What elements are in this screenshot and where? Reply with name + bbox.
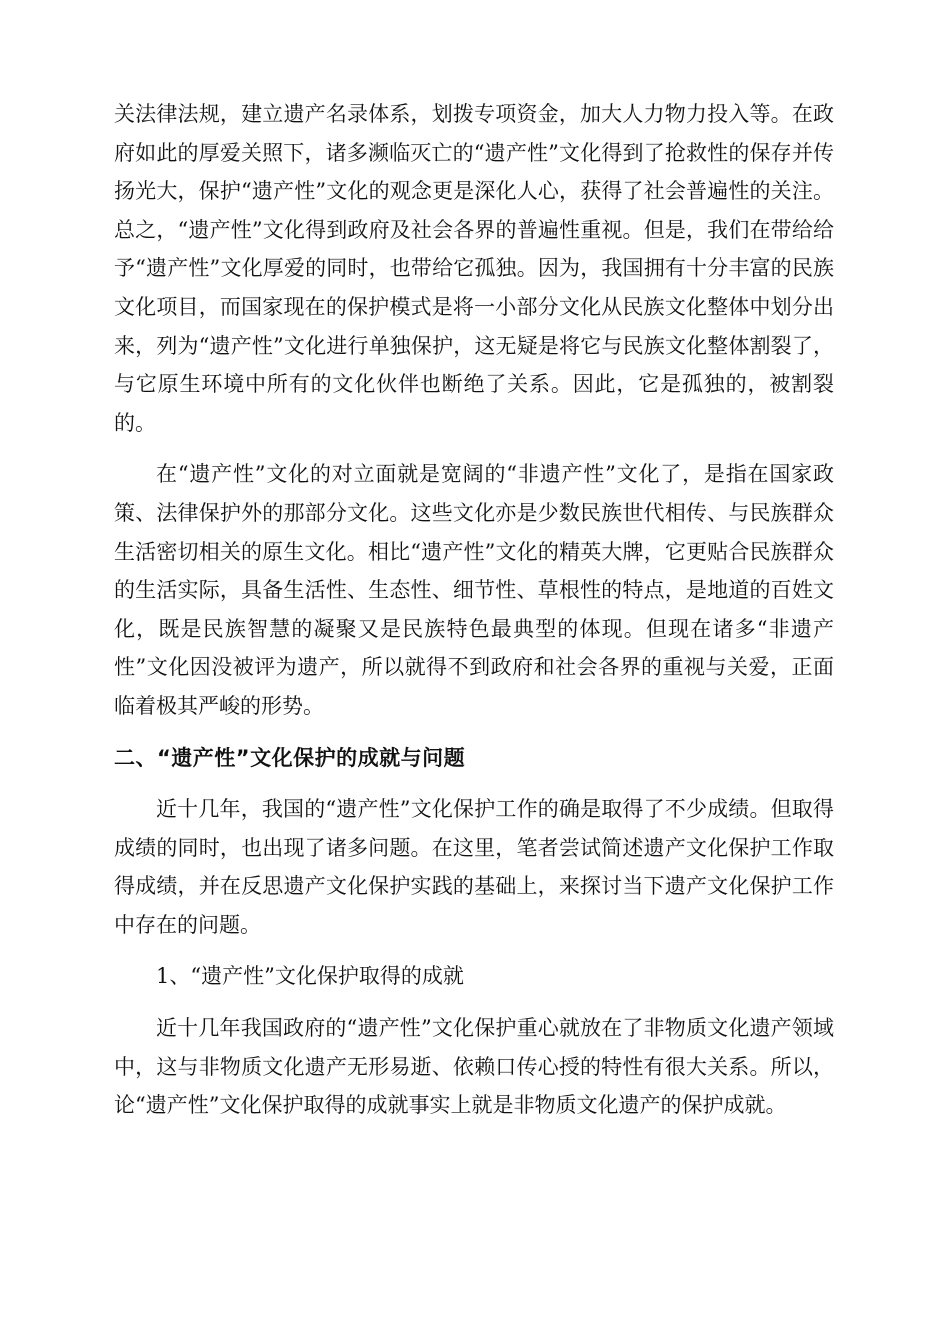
paragraph-non-heritage-culture: 在“遗产性”文化的对立面就是宽阔的“非遗产性”文化了，是指在国家政策、法律保护外的那部分文化。这些文化亦是少数民族世代相传、与民族群众生活密切相关的原生文化。相比“遗产性”文化的精英大牌，它更贴合民族群众的生活实际，具备生活性、生态性、细节性、草根性的特点，是地道的百姓文化，既是民族智慧的凝聚又是民族特色最典型的体现。但现在诸多“非遗产性”文化因没被评为遗产，所以就得不到政府和社会各界的重视与关爱，正面临着极其严峻的形势。 [114,462,834,718]
paragraph-achievements: 近十几年我国政府的“遗产性”文化保护重心就放在了非物质文化遗产领域中，这与非物质文化遗产无形易逝、依赖口传心授的特性有很大关系。所以，论“遗产性”文化保护取得的成就事实上就是非物质文化遗产的保护成就。 [114,1016,834,1118]
subsection-heading: 1、“遗产性”文化保护取得的成就 [156,964,464,989]
document-page [114,95,834,1138]
paragraph-continuation: 关法律法规，建立遗产名录体系，划拨专项资金，加大人力物力投入等。在政府如此的厚爱关照下，诸多濒临灭亡的“遗产性”文化得到了抢救性的保存并传扬光大，保护“遗产性”文化的观念更是深化人心，获得了社会普遍性的关注。总之，“遗产性”文化得到政府及社会各界的普遍性重视。但是，我们在带给给予“遗产性”文化厚爱的同时，也带给它孤独。因为，我国拥有十分丰富的民族文化项目，而国家现在的保护模式是将一小部分文化从民族文化整体中划分出来，列为“遗产性”文化进行单独保护，这无疑是将它与民族文化整体割裂了，与它原生环境中所有的文化伙伴也断绝了关系。因此，它是孤独的，被割裂的。 [114,102,834,435]
section-heading: 二、“遗产性”文化保护的成就与问题 [114,745,466,770]
paragraph-section-intro: 近十几年，我国的“遗产性”文化保护工作的确是取得了不少成绩。但取得成绩的同时，也出现了诸多问题。在这里，笔者尝试简述遗产文化保护工作取得成绩，并在反思遗产文化保护实践的基础上，来探讨当下遗产文化保护工作中存在的问题。 [114,797,834,937]
